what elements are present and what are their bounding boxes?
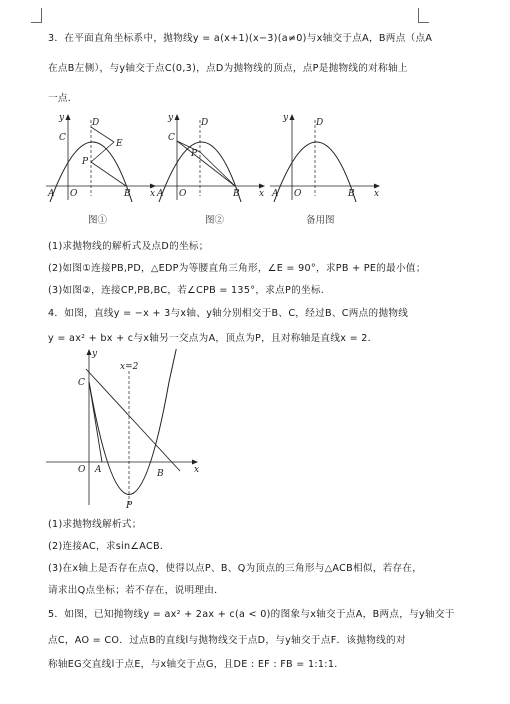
figure-problem4 — [46, 345, 206, 515]
problem4-question3a: (3)在x轴上是否存在点Q，使得以点P、B、Q为顶点的三角形与△ACB相似，若存在， — [48, 563, 423, 574]
problem5-line1: 5．如图，已知抛物线y = ax² + 2ax + c(a < 0)的图象与x轴交于点A，B两点，与y轴交于 — [48, 609, 455, 620]
fig1-label-d: D — [92, 118, 100, 128]
fig4-label-x2: x=2 — [120, 362, 139, 372]
fig3-label-b: B — [348, 189, 355, 199]
fig3-label-o: O — [294, 189, 302, 199]
fig2-label-x: x — [259, 189, 265, 199]
fig2-label-b: B — [233, 189, 240, 199]
caption-spare-figure: 备用图 — [306, 215, 335, 226]
problem4-question3b: 请求出Q点坐标；若不存在，说明理由． — [48, 585, 225, 596]
problem4-question1: (1)求抛物线解析式； — [48, 519, 142, 530]
fig1-label-p: P — [82, 157, 89, 167]
fig2-label-d: D — [201, 118, 209, 128]
fig2-label-p: P — [191, 149, 198, 159]
problem3-line1: 3．在平面直角坐标系中，抛物线y = a(x+1)(x−3)(a≠0)与x轴交于点A，B两点（点A — [48, 33, 433, 44]
figure-2 — [155, 112, 267, 202]
figure-spare — [270, 112, 382, 202]
fig2-label-c: C — [168, 133, 175, 143]
fig3-label-x: x — [374, 189, 380, 199]
fig3-label-y: y — [283, 113, 289, 123]
problem3-question1: (1)求抛物线的解析式及点D的坐标； — [48, 241, 209, 252]
problem3-question3: (3)如图②，连接CP,PB,BC，若∠CPB = 135°，求点P的坐标. — [48, 285, 325, 296]
fig1-label-o: O — [70, 189, 78, 199]
fig4-label-y: y — [92, 349, 98, 359]
figure-1 — [46, 112, 158, 202]
caption-figure-2: 图② — [205, 215, 225, 226]
caption-figure-1: 图① — [88, 215, 108, 226]
fig1-label-a: A — [48, 189, 55, 199]
problem3-line2: 在点B左侧），与y轴交于点C(0,3)，点D为抛物线的顶点，点P是抛物线的对称轴上 — [48, 63, 408, 74]
fig1-label-b: B — [124, 189, 131, 199]
fig1-label-c: C — [59, 133, 66, 143]
fig2-label-a: A — [157, 189, 164, 199]
fig3-label-a: A — [272, 189, 279, 199]
fig4-label-c: C — [78, 378, 85, 388]
page-corner-mark-left — [31, 8, 42, 23]
problem3-question2: (2)如图①连接PB,PD，△EDP为等腰直角三角形，∠E = 90°，求PB + PE的最小值； — [48, 263, 426, 274]
problem5-line3: 称轴EG交直线l于点E，与x轴交于点G，且DE : EF : FB = 1:1:1． — [48, 659, 345, 670]
problem5-line2: 点C，AO = CO．过点B的直线l与抛物线交于点D，与y轴交于点F．该抛物线的对 — [48, 635, 406, 646]
page-corner-mark-right — [418, 8, 429, 23]
fig2-label-y: y — [168, 113, 174, 123]
fig1-label-e: E — [116, 139, 123, 149]
problem4-question2: (2)连接AC，求sin∠ACB． — [48, 541, 170, 552]
fig1-label-y: y — [59, 113, 65, 123]
problem4-line2: y = ax² + bx + c与x轴另一交点为A，顶点为P，且对称轴是直线x = 2． — [48, 333, 378, 344]
fig4-label-a: A — [95, 465, 102, 475]
fig4-label-b: B — [157, 469, 164, 479]
fig4-label-o: O — [78, 465, 86, 475]
fig4-label-p: P — [126, 501, 133, 511]
fig2-label-o: O — [179, 189, 187, 199]
problem3-line3: 一点． — [48, 93, 78, 104]
fig4-label-x: x — [194, 465, 200, 475]
problem4-line1: 4．如图，直线y = −x + 3与x轴、y轴分别相交于B、C，经过B、C两点的抛物线 — [48, 308, 409, 319]
fig1-label-x: x — [150, 189, 156, 199]
fig3-label-d: D — [316, 118, 324, 128]
